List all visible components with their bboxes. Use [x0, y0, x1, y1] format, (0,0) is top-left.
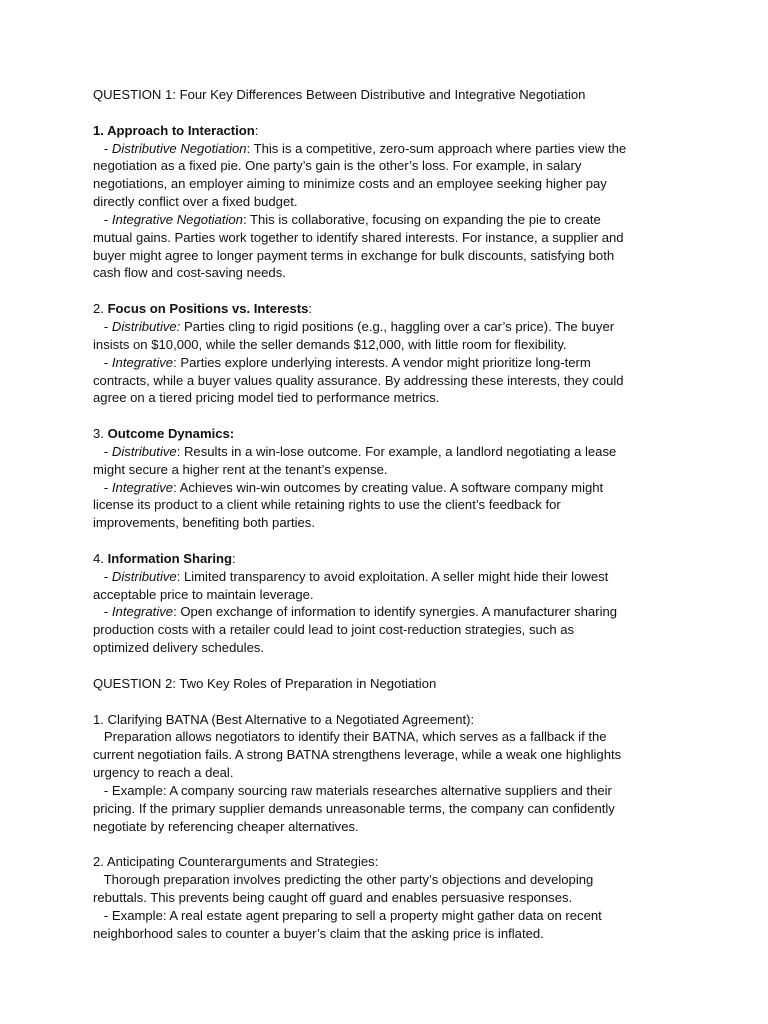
paragraph-line: agree on a tiered pricing model tied to performance metrics. [93, 390, 440, 406]
negotiation-type-text: : Results in a win-lose outcome. For example, a landlord negotiating a lease [176, 443, 617, 459]
difference-heading [93, 300, 683, 318]
paragraph-line: cash flow and cost-saving needs. [93, 265, 286, 281]
paragraph-line: directly conflict over a fixed budget. [93, 194, 298, 210]
difference-title: Focus on Positions vs. Interests [107, 301, 309, 317]
dash: - [93, 140, 112, 156]
difference-heading [93, 122, 683, 140]
negotiation-type-line [93, 443, 683, 461]
negotiation-type-label: Distributive Negotiation [111, 140, 247, 156]
paragraph-line: contracts, while a buyer values quality assurance. By addressing these interests, they could [93, 372, 624, 388]
role-description-line: Preparation allows negotiators to identify their BATNA, which serves as a fallback if the [93, 729, 607, 745]
negotiation-type-label: Distributive [111, 443, 177, 459]
difference-title: Outcome Dynamics: [107, 426, 235, 442]
paragraph-line: acceptable price to maintain leverage. [93, 586, 314, 602]
difference-number: 1. [93, 122, 108, 138]
negotiation-type-line [93, 140, 683, 158]
negotiation-type-line [93, 354, 683, 372]
negotiation-type-text: : This is a competitive, zero-sum approach where parties view the [246, 140, 627, 156]
role-example-line: pricing. If the primary supplier demands unreasonable terms, the company can confidently [93, 800, 615, 816]
difference-title: Information Sharing [107, 550, 232, 566]
role-example-line: - Example: A real estate agent preparing to sell a property might gather data on recent [93, 907, 602, 923]
dash: - [93, 568, 112, 584]
difference-number: 4. [93, 550, 108, 566]
blank-line [93, 835, 683, 853]
blank-line [93, 693, 683, 711]
blank-line [93, 657, 683, 675]
negotiation-type-label: Distributive [111, 568, 177, 584]
difference-number: 2. [93, 301, 108, 317]
paragraph-line: mutual gains. Parties work together to identify shared interests. For instance, a supplier and [93, 229, 624, 245]
negotiation-type-text: : Limited transparency to avoid exploitation. A seller might hide their lowest [176, 568, 609, 584]
role-description-line: rebuttals. This prevents being caught off guard and enables persuasive responses. [93, 889, 573, 905]
dash: - [93, 318, 112, 334]
negotiation-type-text: : This is collaborative, focusing on expanding the pie to create [242, 211, 601, 227]
paragraph-line: negotiation as a fixed pie. One party’s gain is the other’s loss. For example, in salary [93, 158, 582, 174]
blank-line [93, 104, 683, 122]
blank-line [93, 282, 683, 300]
negotiation-type-text: Parties cling to rigid positions (e.g., haggling over a car’s price). The buyer [180, 318, 615, 334]
heading-colon: : [254, 122, 259, 138]
question-1-title: QUESTION 1: Four Key Differences Between Distributive and Integrative Negotiation [93, 87, 586, 102]
negotiation-type-line [93, 318, 683, 336]
blank-line [93, 532, 683, 550]
role-example-line: negotiate by referencing cheaper alternatives. [93, 818, 359, 834]
dash: - [93, 354, 112, 370]
paragraph-line: improvements, benefiting both parties. [93, 515, 315, 531]
negotiation-type-text: : Parties explore underlying interests. A vendor might prioritize long-term [173, 354, 591, 370]
paragraph-line: negotiations, an employer aiming to minimize costs and an employee seeking higher pay [93, 176, 607, 192]
dash: - [93, 211, 112, 227]
question-2-title: QUESTION 2: Two Key Roles of Preparation in Negotiation [93, 675, 437, 691]
difference-heading [93, 550, 683, 568]
paragraph-line: might secure a higher rent at the tenant’s expense. [93, 461, 388, 477]
negotiation-type-line [93, 568, 683, 586]
document-page [93, 86, 683, 943]
negotiation-type-line [93, 603, 683, 621]
heading-colon: : [308, 301, 313, 317]
role-description-line: urgency to reach a deal. [93, 765, 234, 781]
dash: - [93, 479, 112, 495]
paragraph-line: insists on $10,000, while the seller demands $12,000, with little room for flexibility. [93, 336, 567, 352]
role-heading: 2. Anticipating Counterarguments and Strategies: [93, 854, 379, 870]
negotiation-type-label: Distributive: [111, 318, 181, 334]
negotiation-type-line [93, 211, 683, 229]
negotiation-type-text: : Achieves win-win outcomes by creating value. A software company might [173, 479, 604, 495]
paragraph-line: production costs with a retailer could lead to joint cost-reduction strategies, such as [93, 622, 575, 638]
dash: - [93, 443, 112, 459]
negotiation-type-label: Integrative [111, 604, 174, 620]
negotiation-type-label: Integrative [111, 354, 174, 370]
paragraph-line: optimized delivery schedules. [93, 640, 265, 656]
negotiation-type-text: : Open exchange of information to identify synergies. A manufacturer sharing [173, 604, 618, 620]
blank-line [93, 407, 683, 425]
negotiation-type-label: Integrative [111, 479, 174, 495]
heading-colon: : [231, 550, 236, 566]
role-heading: 1. Clarifying BATNA (Best Alternative to a Negotiated Agreement): [93, 711, 475, 727]
difference-title: Approach to Interaction [107, 122, 255, 138]
paragraph-line: license its product to a client while retaining rights to use the client’s feedback for [93, 497, 561, 513]
role-example-line: - Example: A company sourcing raw materials researches alternative suppliers and their [93, 782, 612, 798]
difference-heading [93, 425, 683, 443]
difference-number: 3. [93, 426, 108, 442]
role-example-line: neighborhood sales to counter a buyer’s claim that the asking price is inflated. [93, 925, 544, 941]
role-description-line: current negotiation fails. A strong BATNA strengthens leverage, while a weak one highlights [93, 747, 622, 763]
negotiation-type-label: Integrative Negotiation [111, 211, 243, 227]
paragraph-line: buyer might agree to longer payment terms in exchange for bulk discounts, satisfying both [93, 247, 615, 263]
negotiation-type-line [93, 479, 683, 497]
role-description-line: Thorough preparation involves predicting the other party’s objections and developing [93, 872, 594, 888]
dash: - [93, 604, 112, 620]
